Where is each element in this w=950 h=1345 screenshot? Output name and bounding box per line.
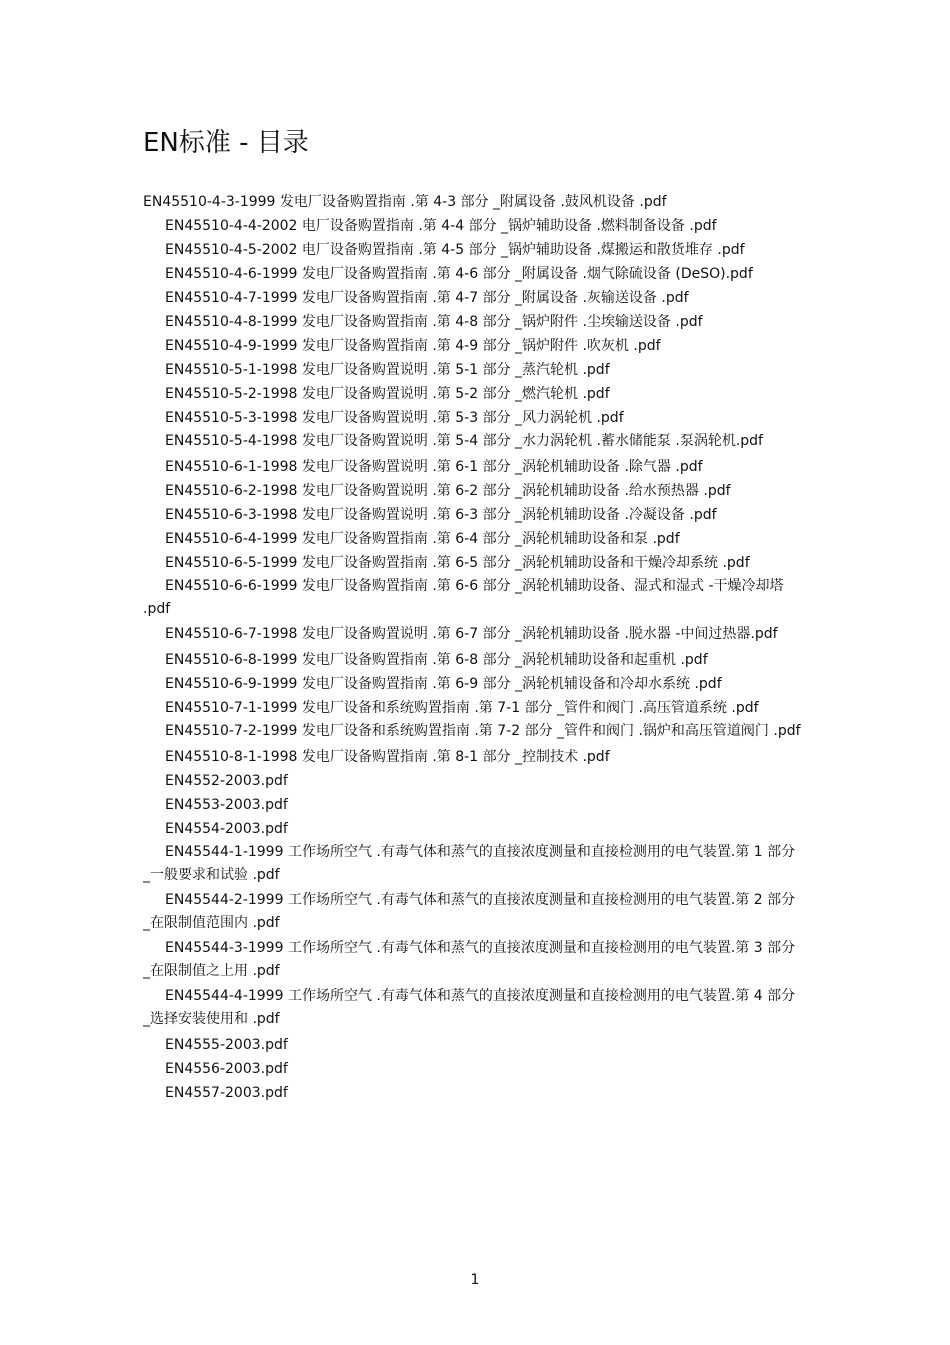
list-item: EN45510-5-4-1998 发电厂设备购置说明 .第 5-4 部分 _水力涡轮机 .蓄水储能泵 .泵涡轮机.pdf [165, 433, 763, 449]
list-item: EN45510-6-2-1998 发电厂设备购置说明 .第 6-2 部分 _涡轮机辅助设备 .给水预热器 .pdf [165, 483, 731, 499]
list-item: EN45510-6-7-1998 发电厂设备购置说明 .第 6-7 部分 _涡轮机辅助设备 .脱水器 -中间过热器.pdf [165, 626, 778, 642]
list-item: EN45510-5-1-1998 发电厂设备购置说明 .第 5-1 部分 _蒸汽轮机 .pdf [165, 362, 610, 378]
list-item: EN45510-6-3-1998 发电厂设备购置说明 .第 6-3 部分 _涡轮机辅助设备 .冷凝设备 .pdf [165, 507, 717, 523]
list-item: EN45510-7-1-1999 发电厂设备和系统购置指南 .第 7-1 部分 _管件和阀门 .高压管道系统 .pdf [165, 700, 759, 716]
list-item: EN45510-4-4-2002 电厂设备购置指南 .第 4-4 部分 _锅炉辅助设备 .燃料制备设备 .pdf [165, 218, 717, 234]
list-item: EN45510-6-6-1999 发电厂设备购置指南 .第 6-6 部分 _涡轮机辅助设备、湿式和湿式 -干燥冷却塔 .pdf [143, 578, 784, 617]
list-item: EN45510-7-2-1999 发电厂设备和系统购置指南 .第 7-2 部分 _管件和阀门 .锅炉和高压管道阀门 .pdf [165, 723, 801, 739]
list-item: EN45544-2-1999 工作场所空气 .有毒气体和蒸气的直接浓度测量和直接检测用的电气装置.第 2 部分 _在限制值范围内 .pdf [143, 892, 796, 931]
list-item: EN45510-6-9-1999 发电厂设备购置指南 .第 6-9 部分 _涡轮机辅设备和冷却水系统 .pdf [165, 676, 722, 692]
list-item: EN45510-6-4-1999 发电厂设备购置指南 .第 6-4 部分 _涡轮机辅助设备和泵 .pdf [165, 531, 680, 547]
list-item: EN4554-2003.pdf [165, 821, 288, 837]
list-item: EN45544-1-1999 工作场所空气 .有毒气体和蒸气的直接浓度测量和直接检测用的电气装置.第 1 部分 _一般要求和试验 .pdf [143, 844, 796, 883]
list-item: EN45510-4-7-1999 发电厂设备购置指南 .第 4-7 部分 _附属设备 .灰输送设备 .pdf [165, 290, 689, 306]
list-item: EN4557-2003.pdf [165, 1085, 288, 1101]
list-item: EN4556-2003.pdf [165, 1061, 288, 1077]
page-title: EN标准 - 目录 [143, 128, 309, 158]
list-item: EN45510-4-9-1999 发电厂设备购置指南 .第 4-9 部分 _锅炉附件 .吹灰机 .pdf [165, 338, 661, 354]
list-item: EN4552-2003.pdf [165, 773, 288, 789]
list-item: EN45510-4-8-1999 发电厂设备购置指南 .第 4-8 部分 _锅炉附件 .尘埃输送设备 .pdf [165, 314, 703, 330]
entry-list [143, 190, 813, 1105]
list-item: EN45510-6-8-1999 发电厂设备购置指南 .第 6-8 部分 _涡轮机辅助设备和起重机 .pdf [165, 652, 708, 668]
list-item: EN45510-4-6-1999 发电厂设备购置指南 .第 4-6 部分 _附属设备 .烟气除硫设备 (DeSO).pdf [165, 266, 753, 282]
list-item: EN45510-5-3-1998 发电厂设备购置说明 .第 5-3 部分 _风力涡轮机 .pdf [165, 410, 624, 426]
list-item: EN45510-6-5-1999 发电厂设备购置指南 .第 6-5 部分 _涡轮机辅助设备和干燥冷却系统 .pdf [165, 555, 750, 571]
list-item: EN45510-4-3-1999 发电厂设备购置指南 .第 4-3 部分 _附属设备 .鼓风机设备 .pdf [143, 194, 667, 210]
list-item: EN4553-2003.pdf [165, 797, 288, 813]
list-item: EN4555-2003.pdf [165, 1037, 288, 1053]
list-item: EN45510-5-2-1998 发电厂设备购置说明 .第 5-2 部分 _燃汽轮机 .pdf [165, 386, 610, 402]
list-item: EN45510-8-1-1998 发电厂设备购置指南 .第 8-1 部分 _控制技术 .pdf [165, 749, 610, 765]
page-number: 1 [470, 1272, 480, 1288]
list-item: EN45544-4-1999 工作场所空气 .有毒气体和蒸气的直接浓度测量和直接检测用的电气装置.第 4 部分 _选择安装使用和 .pdf [143, 988, 796, 1027]
list-item: EN45544-3-1999 工作场所空气 .有毒气体和蒸气的直接浓度测量和直接检测用的电气装置.第 3 部分 _在限制值之上用 .pdf [143, 940, 796, 979]
list-item: EN45510-4-5-2002 电厂设备购置指南 .第 4-5 部分 _锅炉辅助设备 .煤搬运和散货堆存 .pdf [165, 242, 745, 258]
list-item: EN45510-6-1-1998 发电厂设备购置说明 .第 6-1 部分 _涡轮机辅助设备 .除气器 .pdf [165, 459, 703, 475]
